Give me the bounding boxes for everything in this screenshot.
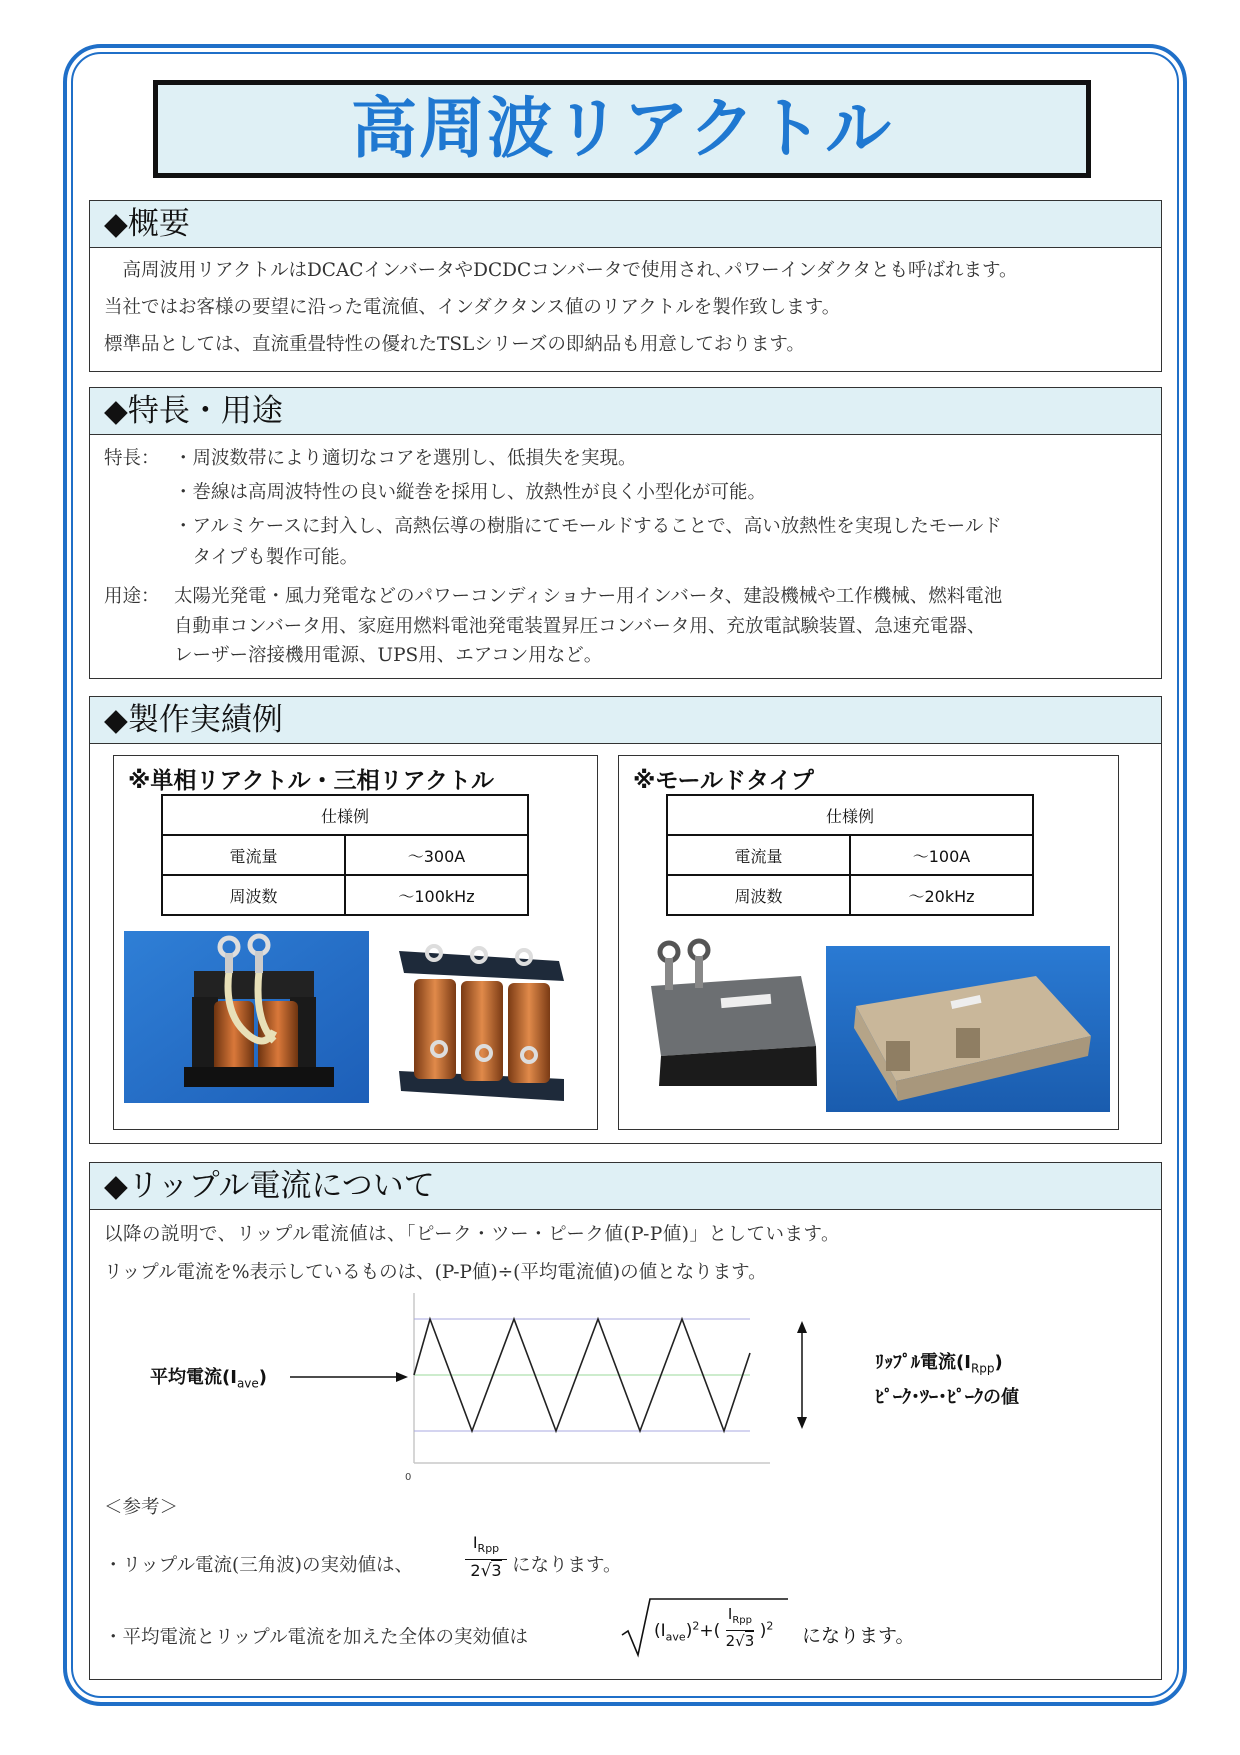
ptp-arrow-down (797, 1417, 807, 1429)
formula-end (760, 1621, 774, 1641)
mold-reactor-photo-2 (826, 946, 1110, 1112)
overview-line-1: 高周波用リアクトルはDCACインバータやDCDCコンバータで使用され､パワーインダクタとも呼ばれます。 (104, 260, 1018, 281)
examples-section (89, 696, 1162, 1144)
formula-ave-sub: ave (665, 1630, 686, 1644)
usage-line-3: レーザー溶接機用電源、UPS用、エアコン用など。 (174, 645, 603, 666)
left-spec-value-frequency: ～100kHz (345, 875, 528, 915)
formula-close-2: ) (759, 1620, 767, 1641)
usage-line-1: 太陽光発電・風力発電などのパワーコンディショナー用インバータ、建設機械や工作機械、燃料電池 (174, 586, 1003, 607)
overview-section (89, 200, 1162, 372)
table-row (667, 835, 1033, 875)
reference-label: ＜参考＞ (104, 1497, 179, 1518)
right-spec-table (666, 794, 1034, 916)
feature-item-3: ・アルミケースに封入し、高熱伝導の樹脂にてモールドすることで、高い放熱性を実現したモールド (174, 516, 1002, 537)
mold-type-box (618, 755, 1119, 1130)
mold-reactor-photo-1 (641, 936, 821, 1091)
ripple-heading: ◆リップル電流について (90, 1163, 1161, 1210)
right-spec-label-current: 電流量 (667, 835, 850, 875)
right-spec-value-current: ～100A (850, 835, 1033, 875)
ripple-current-label (875, 1348, 1003, 1376)
rms-triangle-text: ・リップル電流(三角波)の実効値は、 (104, 1555, 413, 1576)
left-spec-label-current: 電流量 (162, 835, 345, 875)
fraction-num-sub: Rpp (477, 1542, 500, 1556)
fraction-numerator (465, 1533, 507, 1560)
rms-total-formula (654, 1605, 773, 1655)
formula-num-I: I (727, 1605, 733, 1623)
rms-total-suffix: になります。 (802, 1625, 915, 1647)
left-spec-table (161, 794, 529, 916)
page-title: 高周波リアクトル (350, 90, 894, 167)
feature-item-4: タイプも製作可能。 (174, 547, 359, 568)
single-three-phase-title: ※単相リアクトル・三相リアクトル (128, 768, 494, 794)
formula-exp-1: 2 (692, 1619, 700, 1632)
overview-line-3: 標準品としては、直流重畳特性の優れたTSLシリーズの即納品も用意しております。 (104, 334, 805, 355)
formula-plus: +( (699, 1620, 721, 1641)
peak-to-peak-label: ﾋﾟｰｸ･ﾂｰ･ﾋﾟｰｸの値 (875, 1387, 1019, 1408)
ptp-arrow-up (797, 1321, 807, 1333)
mold-type-title: ※モールドタイプ (633, 768, 814, 794)
avg-current-text: 平均電流(I (150, 1367, 237, 1388)
left-spec-value-current: ～300A (345, 835, 528, 875)
formula-den-2: 2 (725, 1632, 736, 1650)
rms-triangle-fraction (465, 1533, 507, 1582)
ripple-line-1: 以降の説明で、リップル電流値は、「ピーク・ツー・ピーク値(P-P値)」としています。 (104, 1224, 841, 1245)
formula-close: ) (685, 1620, 693, 1641)
formula-fraction (726, 1605, 755, 1651)
ripple-line-2: リップル電流を%表示しているものは、(P-P値)÷(平均電流値)の値となります。 (104, 1262, 767, 1283)
features-heading: ◆特長・用途 (90, 388, 1161, 435)
formula-den-root: 3 (744, 1632, 755, 1650)
avg-current-sub: ave (236, 1376, 259, 1391)
features-label: 特長： (104, 448, 160, 469)
examples-heading: ◆製作実績例 (90, 697, 1161, 744)
left-spec-header: 仕様例 (162, 795, 528, 835)
fraction-den-2: 2 (470, 1561, 481, 1581)
formula-exp-2: 2 (766, 1619, 774, 1632)
overview-line-2: 当社ではお客様の要望に沿った電流値、インダクタンス値のリアクトルを製作致します。 (104, 297, 841, 318)
table-row (667, 875, 1033, 915)
feature-item-2: ・巻線は高周波特性の良い縦巻を採用し、放熱性が良く小型化が可能。 (174, 482, 767, 503)
usage-label: 用途： (104, 586, 160, 607)
feature-item-1: ・周波数帯により適切なコアを選別し、低損失を実現。 (174, 448, 637, 469)
right-spec-value-frequency: ～20kHz (850, 875, 1033, 915)
avg-arrow-head (396, 1372, 408, 1382)
right-spec-label-frequency: 周波数 (667, 875, 850, 915)
ripple-current-text: ﾘｯﾌﾟﾙ電流(I (875, 1352, 971, 1373)
table-row (162, 875, 528, 915)
right-spec-header: 仕様例 (667, 795, 1033, 835)
fraction-denominator (465, 1560, 507, 1582)
formula-num-sub: Rpp (732, 1615, 752, 1626)
table-row (162, 835, 528, 875)
three-phase-reactor-photo (379, 931, 579, 1103)
fraction-den-root: 3 (491, 1561, 502, 1581)
usage-line-2: 自動車コンバータ用、家庭用燃料電池発電装置昇圧コンバータ用、充放電試験装置、急速充電器、 (174, 616, 986, 637)
sqrt-icon: √ (480, 1561, 492, 1582)
formula-open: (I (654, 1620, 666, 1641)
avg-current-label (150, 1363, 267, 1391)
features-section (89, 387, 1162, 679)
overview-heading: ◆概要 (90, 201, 1161, 248)
formula-frac-num (726, 1605, 755, 1631)
ripple-current-close: ) (994, 1352, 1003, 1373)
axis-zero-label: 0 (405, 1472, 412, 1483)
rms-triangle-suffix: になります。 (512, 1555, 622, 1576)
single-phase-reactor-photo (124, 931, 369, 1103)
ripple-section (89, 1162, 1162, 1680)
ripple-current-sub: Rpp (970, 1361, 995, 1376)
fraction-num-I: I (472, 1533, 478, 1552)
formula-frac-den: 2√3 (725, 1632, 755, 1650)
left-spec-label-frequency: 周波数 (162, 875, 345, 915)
rms-total-text: ・平均電流とリップル電流を加えた全体の実効値は (104, 1627, 529, 1648)
formula-ave-part (654, 1619, 721, 1644)
avg-current-close: ) (258, 1367, 268, 1388)
single-three-phase-box (113, 755, 598, 1130)
title-box (153, 80, 1091, 178)
